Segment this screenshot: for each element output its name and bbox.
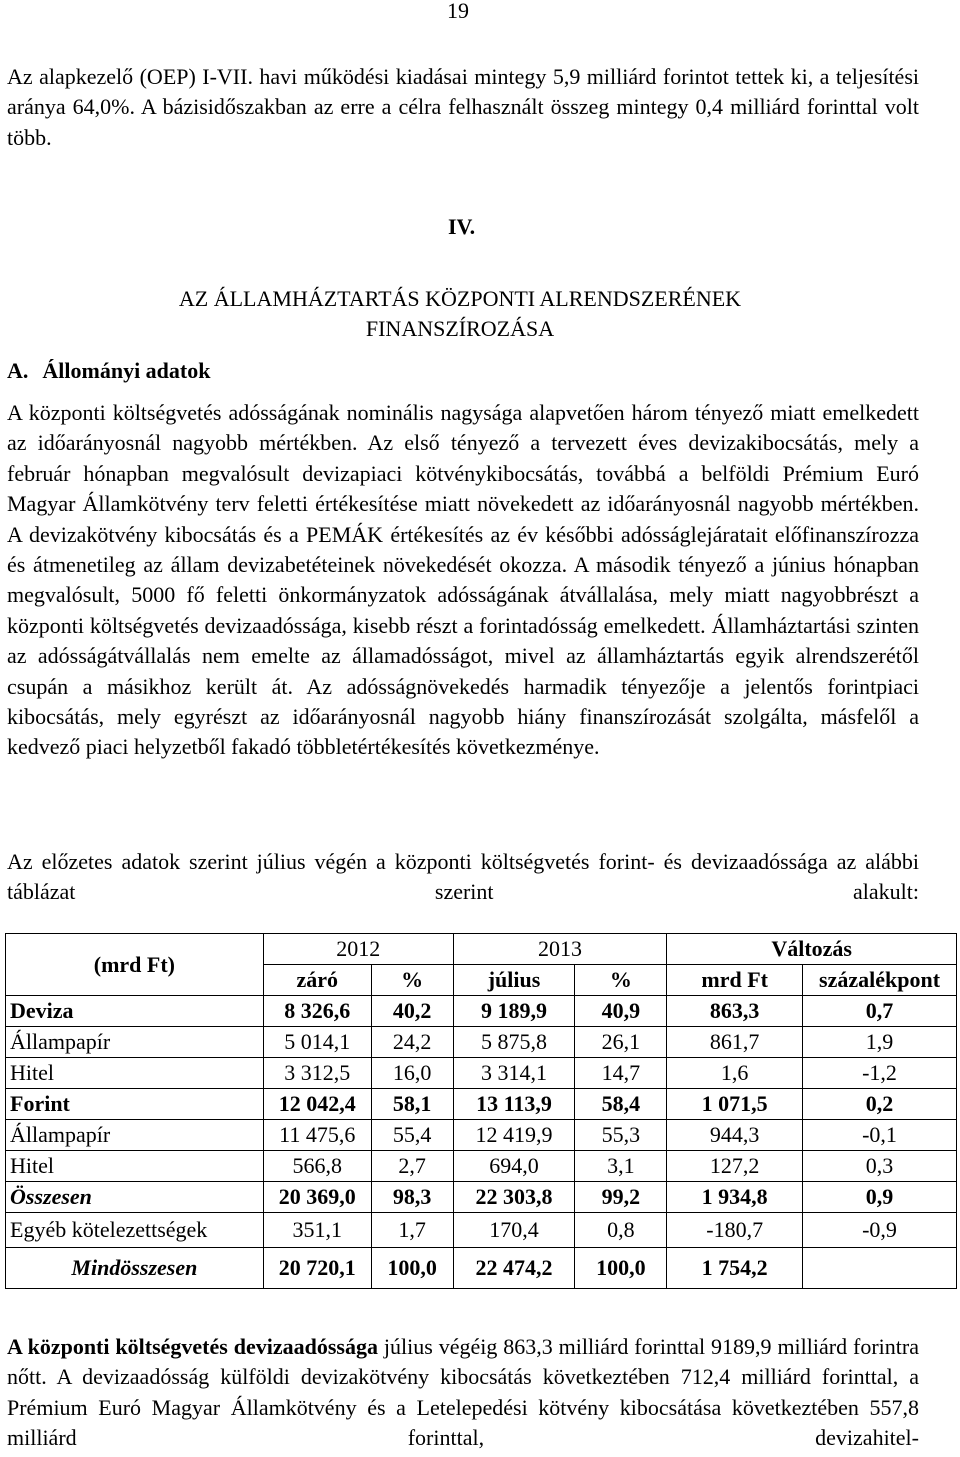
table-cell: -0,1 bbox=[803, 1120, 957, 1151]
table-cell: 20 720,1 bbox=[263, 1248, 371, 1289]
table-row bbox=[6, 1182, 957, 1213]
row-label: Állampapír bbox=[6, 1120, 264, 1151]
debt-table bbox=[5, 933, 957, 1289]
table-cell: 861,7 bbox=[667, 1027, 803, 1058]
table-cell: 1 754,2 bbox=[667, 1248, 803, 1289]
table-cell: 58,4 bbox=[575, 1089, 667, 1120]
table-cell: 14,7 bbox=[575, 1058, 667, 1089]
table-cell: 58,1 bbox=[371, 1089, 453, 1120]
row-label: Hitel bbox=[6, 1151, 264, 1182]
row-label: Forint bbox=[6, 1089, 264, 1120]
header-year-2012: 2012 bbox=[263, 934, 453, 965]
table-cell: 5 014,1 bbox=[263, 1027, 371, 1058]
subheader-percentage-point: százalékpont bbox=[803, 965, 957, 996]
table-cell: 98,3 bbox=[371, 1182, 453, 1213]
table-cell: 24,2 bbox=[371, 1027, 453, 1058]
table-cell: 11 475,6 bbox=[263, 1120, 371, 1151]
table-cell: 100,0 bbox=[575, 1248, 667, 1289]
table-cell: -1,2 bbox=[803, 1058, 957, 1089]
row-label: Összesen bbox=[6, 1182, 264, 1213]
table-cell: 12 042,4 bbox=[263, 1089, 371, 1120]
table-cell: 40,2 bbox=[371, 996, 453, 1027]
row-label: Deviza bbox=[6, 996, 264, 1027]
subheader-percent-2013: % bbox=[575, 965, 667, 996]
section-letter: A. bbox=[7, 358, 29, 383]
subheader-percent-2012: % bbox=[371, 965, 453, 996]
paragraph-1: A központi költségvetés adósságának nominális nagysága alapvetően három tényező miatt emelkedett az időarányosnál nagyobb mértékben. Az első tényező a tervezett éves devizakibocsátás, mely a február hónapban megvalósult devizapiaci kötvénykibocsátás, továbbá a belföldi Prémium Euró Magyar Államkötvény terv feletti értékesítése miatt növekedett az időarányosnál nagyobb mértékben. A devizakötvény kibocsátás és a PEMÁK értékesítés az év későbbi adósságlejáratait előfinanszírozza és átmenetileg az állam devizabetéteinek növekedését okozza. A második tényező a június hónapban megvalósult, 5000 fő feletti önkormányzatok adósságának átvállalása, mely miatt nagyobbrészt a központi költségvetés devizaadóssága, kisebb részt a forintadósság emelkedett. Államháztartási szinten az adósságátvállalás nem emelte az államadósságot, mivel az államháztartás egyik alrendszerétől csupán a másikhoz került át. Az adósságnövekedés harmadik tényezője a jelentős forintpiaci kibocsátás, mely egyrészt az időarányosnál nagyobb hiány finanszírozását szolgálta, másfelől a kedvező piaci helyzetből fakadó többletértékesítés következménye. bbox=[7, 400, 919, 760]
table-cell: 40,9 bbox=[575, 996, 667, 1027]
table-cell: 20 369,0 bbox=[263, 1182, 371, 1213]
paragraph-3 bbox=[7, 1332, 919, 1454]
table-row bbox=[6, 996, 957, 1027]
table-cell: 22 474,2 bbox=[453, 1248, 575, 1289]
paragraph-3-rest: július végéig 863,3 milliárd forinttal 9189,9 milliárd forintra nőtt. A devizaadósság külföldi devizakötvény kibocsátás következtében 712,4 milliárd forinttal, a Prémium Euró Magyar Államkötvény és a Letelepedési kötvény kibocsátása következtében 557,8 milliárd forinttal, devizahitel- bbox=[7, 1334, 919, 1451]
table-cell: 694,0 bbox=[453, 1151, 575, 1182]
table-cell: 566,8 bbox=[263, 1151, 371, 1182]
header-year-2013: 2013 bbox=[453, 934, 667, 965]
table-cell: 2,7 bbox=[371, 1151, 453, 1182]
subheader-mrd-ft: mrd Ft bbox=[667, 965, 803, 996]
table-cell: 13 113,9 bbox=[453, 1089, 575, 1120]
table-cell: 351,1 bbox=[263, 1213, 371, 1248]
table-cell: 22 303,8 bbox=[453, 1182, 575, 1213]
table-row bbox=[6, 1213, 957, 1248]
section-heading bbox=[7, 358, 210, 384]
table-row bbox=[6, 1248, 957, 1289]
row-label: Mindösszesen bbox=[6, 1248, 264, 1289]
table-cell: 3 312,5 bbox=[263, 1058, 371, 1089]
table-header-row-1 bbox=[6, 934, 957, 965]
table-cell: 16,0 bbox=[371, 1058, 453, 1089]
table-cell: 0,3 bbox=[803, 1151, 957, 1182]
table-cell: 100,0 bbox=[371, 1248, 453, 1289]
table-cell: 0,7 bbox=[803, 996, 957, 1027]
table-cell: -180,7 bbox=[667, 1213, 803, 1248]
intro-paragraph: Az alapkezelő (OEP) I-VII. havi működési kiadásai mintegy 5,9 milliárd forintot tettek ki, a teljesítési aránya 64,0%. A bázisidőszakban az erre a célra felhasznált összeg mintegy 0,4 milliárd forinttal volt több. bbox=[7, 64, 919, 150]
table-row bbox=[6, 1058, 957, 1089]
table-cell: 0,2 bbox=[803, 1089, 957, 1120]
table-cell: 3 314,1 bbox=[453, 1058, 575, 1089]
header-change: Változás bbox=[667, 934, 957, 965]
table-cell: 1 071,5 bbox=[667, 1089, 803, 1120]
table-row bbox=[6, 1120, 957, 1151]
page-number: 19 bbox=[447, 0, 469, 23]
table-cell: 3,1 bbox=[575, 1151, 667, 1182]
row-label: Egyéb kötelezettségek bbox=[6, 1213, 264, 1248]
table-cell bbox=[803, 1248, 957, 1289]
table-cell: 1,9 bbox=[803, 1027, 957, 1058]
row-label: Állampapír bbox=[6, 1027, 264, 1058]
table-row bbox=[6, 1027, 957, 1058]
section-title: Állományi adatok bbox=[42, 358, 211, 383]
table-cell: 55,3 bbox=[575, 1120, 667, 1151]
table-cell: 1,6 bbox=[667, 1058, 803, 1089]
paragraph-3-bold: A központi költségvetés devizaadóssága bbox=[7, 1334, 378, 1359]
chapter-title-line-1: AZ ÁLLAMHÁZTARTÁS KÖZPONTI ALRENDSZERÉNEK bbox=[178, 286, 742, 311]
table-cell: 8 326,6 bbox=[263, 996, 371, 1027]
table-cell: 170,4 bbox=[453, 1213, 575, 1248]
table-cell: 5 875,8 bbox=[453, 1027, 575, 1058]
table-cell: 12 419,9 bbox=[453, 1120, 575, 1151]
row-label: Hitel bbox=[6, 1058, 264, 1089]
table-row bbox=[6, 1089, 957, 1120]
chapter-title-line-2: FINANSZÍROZÁSA bbox=[365, 316, 555, 341]
table-unit-label: (mrd Ft) bbox=[6, 934, 264, 996]
chapter-title bbox=[0, 284, 920, 344]
table-cell: 0,9 bbox=[803, 1182, 957, 1213]
table-cell: 26,1 bbox=[575, 1027, 667, 1058]
table-cell: 127,2 bbox=[667, 1151, 803, 1182]
table-cell: 55,4 bbox=[371, 1120, 453, 1151]
table-cell: 99,2 bbox=[575, 1182, 667, 1213]
subheader-july: július bbox=[453, 965, 575, 996]
table-cell: 1,7 bbox=[371, 1213, 453, 1248]
table-cell: 9 189,9 bbox=[453, 996, 575, 1027]
table-cell: 1 934,8 bbox=[667, 1182, 803, 1213]
table-cell: 944,3 bbox=[667, 1120, 803, 1151]
subheader-closing: záró bbox=[263, 965, 371, 996]
table-cell: 0,8 bbox=[575, 1213, 667, 1248]
table-cell: -0,9 bbox=[803, 1213, 957, 1248]
table-row bbox=[6, 1151, 957, 1182]
paragraph-2: Az előzetes adatok szerint július végén a központi költségvetés forint- és devizaadóssága az alábbi táblázat szerint alakult: bbox=[7, 849, 919, 905]
table-cell: 863,3 bbox=[667, 996, 803, 1027]
chapter-number: IV. bbox=[448, 214, 476, 239]
